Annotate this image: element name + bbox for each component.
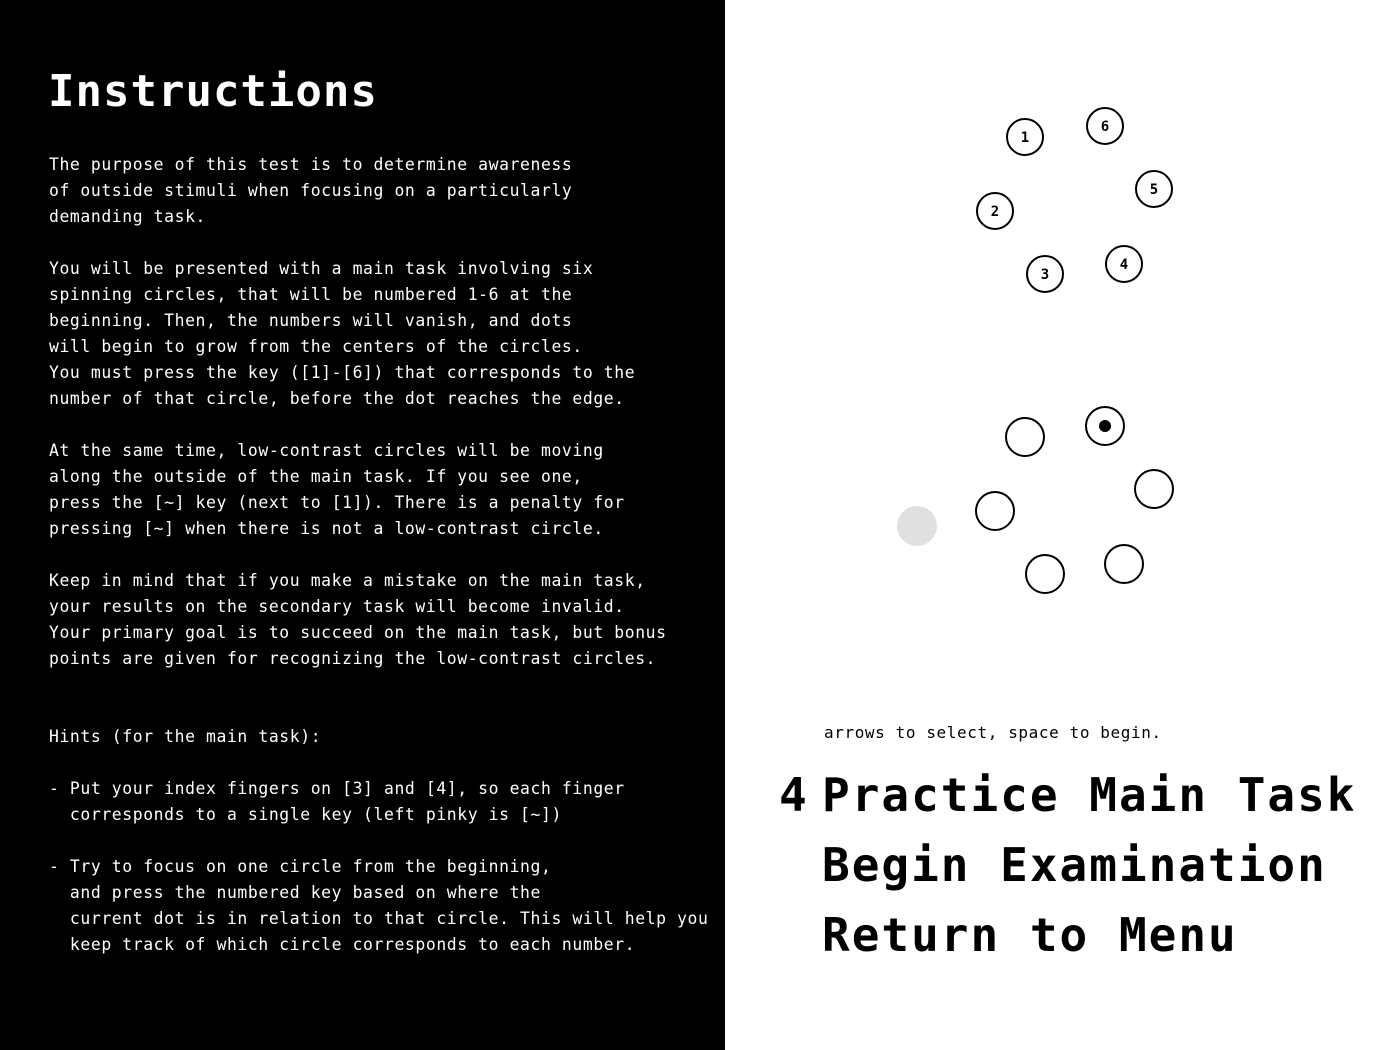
circle-number-1: 1: [1020, 130, 1030, 146]
numbered-circles-diagram: [977, 108, 1172, 292]
paragraph-goal: Keep in mind that if you make a mistake on the main task, your results on the secondary task will become invalid. Your primary goal is to succeed on the main task, but bonus points are given for recognizing the low-contrast circles.: [49, 571, 667, 668]
menu-item-practice-main-task[interactable]: Practice Main Task: [822, 768, 1357, 822]
hints-heading: Hints (for the main task):: [49, 727, 322, 746]
growing-dot: [1099, 420, 1111, 432]
instructions-title: Instructions: [48, 66, 378, 117]
menu-cursor: 4: [779, 768, 807, 822]
circle-number-5: 5: [1149, 182, 1159, 198]
circle-number-3: 3: [1040, 267, 1050, 283]
blank-circle-4: [1105, 545, 1143, 583]
circle-number-2: 2: [990, 204, 1000, 220]
dot-circles-diagram: [897, 407, 1173, 593]
blank-circle-2: [976, 492, 1014, 530]
menu-item-begin-examination[interactable]: Begin Examination: [822, 838, 1327, 892]
hint-focus: - Try to focus on one circle from the beginning, and press the numbered key based on where the current dot is in relation to that circle. This will help you keep track of which circle corresponds to each number.: [49, 857, 709, 954]
paragraph-secondary-task: At the same time, low-contrast circles will be moving along the outside of the main task. If you see one, press the [~] key (next to [1]). There is a penalty for pressing [~] when there is not a low-contrast circle.: [49, 441, 625, 538]
paragraph-purpose: The purpose of this test is to determine awareness of outside stimuli when focusing on a particularly demanding task.: [49, 155, 573, 226]
blank-circle-1: [1006, 418, 1044, 456]
low-contrast-circle: [897, 506, 937, 546]
blank-circle-5: [1135, 470, 1173, 508]
circle-number-4: 4: [1119, 257, 1129, 273]
blank-circle-3: [1026, 555, 1064, 593]
menu-item-return-to-menu[interactable]: Return to Menu: [822, 908, 1238, 962]
hint-fingers: - Put your index fingers on [3] and [4], so each finger corresponds to a single key (left pinky is [~]): [49, 779, 625, 824]
circle-number-6: 6: [1100, 119, 1110, 135]
menu-hint: arrows to select, space to begin.: [824, 723, 1162, 742]
paragraph-main-task: You will be presented with a main task involving six spinning circles, that will be numbered 1-6 at the beginning. Then, the numbers will vanish, and dots will begin to grow from the centers of the circles. You must press the key ([1]-[6]) that corresponds to the number of that circle, before the dot reaches the edge.: [49, 259, 636, 408]
